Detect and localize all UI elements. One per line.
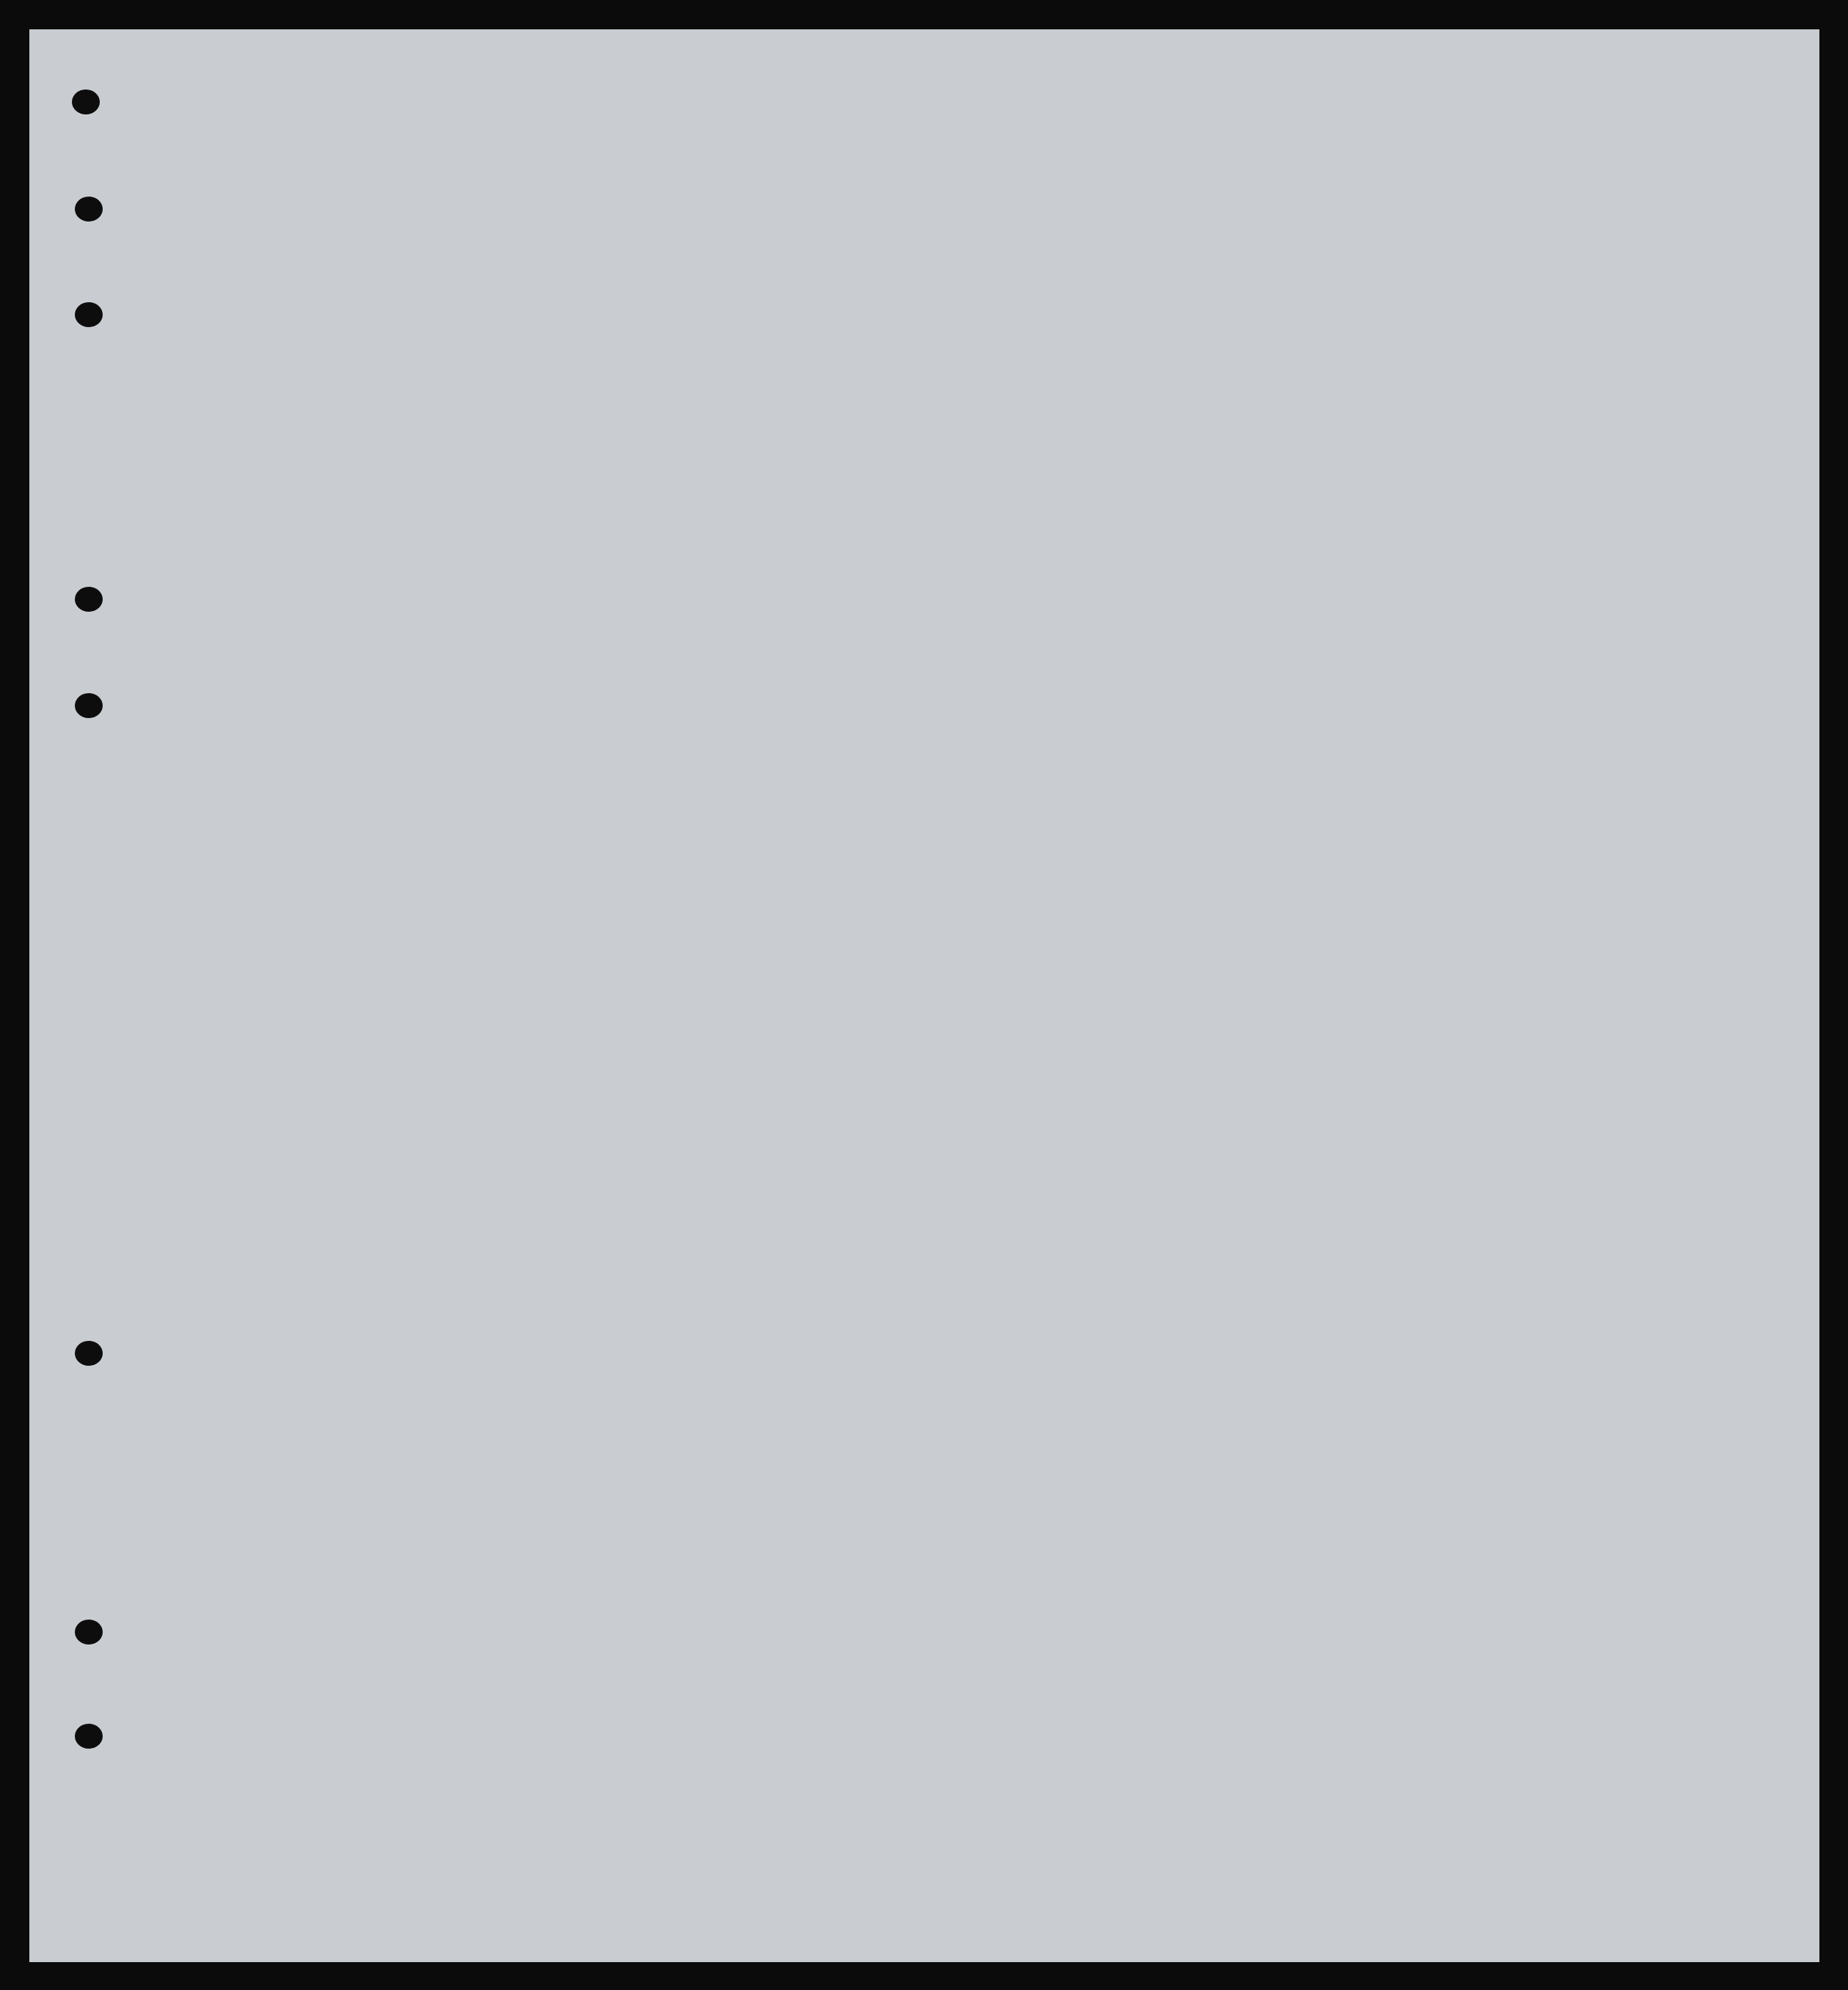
table-grid: [29, 29, 1819, 1962]
manifest-sheet: [29, 29, 1819, 1962]
